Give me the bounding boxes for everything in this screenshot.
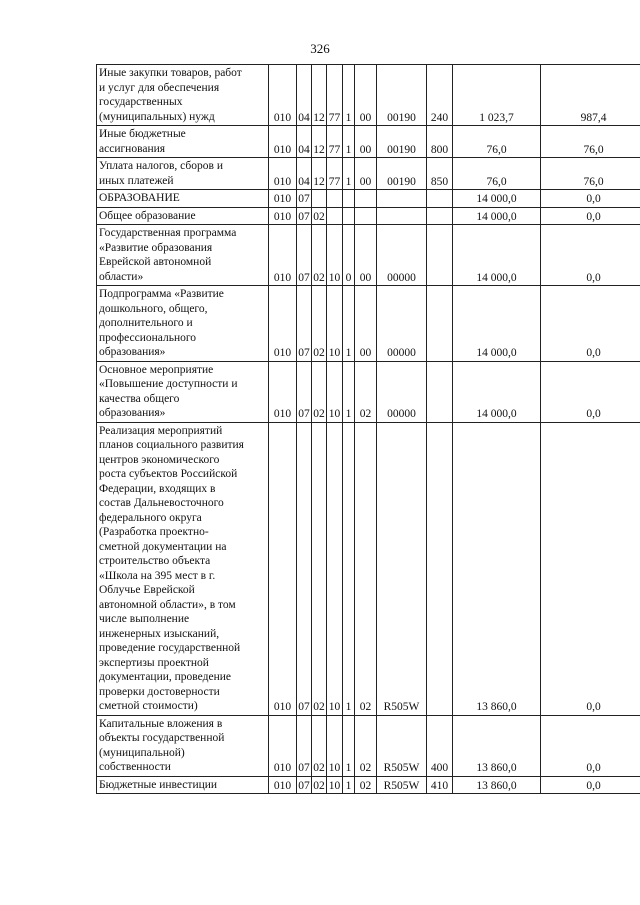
amount-year-2: 0,0 [541, 776, 640, 794]
subprogram-code: 1 [343, 65, 355, 126]
direction-code: 00190 [377, 65, 427, 126]
direction-code [377, 190, 427, 208]
amount-year-1: 14 000,0 [453, 286, 541, 362]
activity-code: 00 [355, 225, 377, 286]
row-name: Подпрограмма «Развитие дошкольного, общего, дополнительного и профессионального образования» [99, 288, 224, 358]
row-name: Капитальные вложения в объекты государственной (муниципальной) собственности [99, 717, 225, 773]
direction-code: 00190 [377, 126, 427, 158]
row-name-cell [97, 65, 269, 126]
subsection-code [312, 190, 327, 208]
ministry-code: 010 [269, 225, 297, 286]
ministry-code: 010 [269, 776, 297, 794]
activity-code: 02 [355, 422, 377, 715]
row-name-cell [97, 422, 269, 715]
program-code: 10 [327, 422, 343, 715]
program-code: 10 [327, 715, 343, 776]
subprogram-code: 1 [343, 361, 355, 422]
row-name-cell [97, 126, 269, 158]
activity-code: 00 [355, 126, 377, 158]
row-name: Иные бюджетные ассигнования [99, 128, 186, 155]
program-code: 10 [327, 286, 343, 362]
row-name-cell [97, 286, 269, 362]
expense-type-code [427, 190, 453, 208]
section-code: 07 [297, 190, 312, 208]
activity-code: 00 [355, 158, 377, 190]
amount-year-2: 0,0 [541, 422, 640, 715]
program-code [327, 207, 343, 225]
ministry-code: 010 [269, 65, 297, 126]
program-code: 10 [327, 361, 343, 422]
program-code: 10 [327, 776, 343, 794]
amount-year-1: 76,0 [453, 158, 541, 190]
direction-code: 00000 [377, 225, 427, 286]
row-name-cell [97, 207, 269, 225]
program-code [327, 190, 343, 208]
section-code: 07 [297, 715, 312, 776]
budget-table-body [97, 65, 640, 794]
row-name-cell [97, 225, 269, 286]
amount-year-1: 13 860,0 [453, 776, 541, 794]
subprogram-code: 1 [343, 422, 355, 715]
ministry-code: 010 [269, 715, 297, 776]
activity-code: 02 [355, 776, 377, 794]
expense-type-code: 800 [427, 126, 453, 158]
expense-type-code: 850 [427, 158, 453, 190]
subprogram-code: 1 [343, 776, 355, 794]
expense-type-code [427, 286, 453, 362]
program-code: 77 [327, 126, 343, 158]
row-name-cell [97, 715, 269, 776]
activity-code [355, 190, 377, 208]
expense-type-code: 410 [427, 776, 453, 794]
activity-code [355, 207, 377, 225]
row-name: Общее образование [99, 209, 196, 222]
direction-code: R505W [377, 422, 427, 715]
subsection-code: 12 [312, 158, 327, 190]
section-code: 04 [297, 126, 312, 158]
table-row [97, 190, 640, 208]
amount-year-2: 0,0 [541, 225, 640, 286]
subsection-code: 02 [312, 361, 327, 422]
row-name-cell [97, 776, 269, 794]
row-name: ОБРАЗОВАНИЕ [99, 192, 180, 204]
ministry-code: 010 [269, 422, 297, 715]
ministry-code: 010 [269, 190, 297, 208]
table-row [97, 361, 640, 422]
subsection-code: 02 [312, 715, 327, 776]
row-name: Иные закупки товаров, работ и услуг для обеспечения государственных (муниципальных) нужд [99, 67, 242, 123]
section-code: 07 [297, 225, 312, 286]
subsection-code: 12 [312, 65, 327, 126]
section-code: 04 [297, 65, 312, 126]
table-row [97, 422, 640, 715]
activity-code: 02 [355, 715, 377, 776]
subprogram-code: 0 [343, 225, 355, 286]
activity-code: 00 [355, 286, 377, 362]
budget-table [96, 64, 640, 794]
amount-year-1: 13 860,0 [453, 715, 541, 776]
amount-year-1: 14 000,0 [453, 190, 541, 208]
page-number: 326 [310, 41, 330, 56]
amount-year-1: 1 023,7 [453, 65, 541, 126]
table-row [97, 715, 640, 776]
ministry-code: 010 [269, 207, 297, 225]
amount-year-2: 0,0 [541, 190, 640, 208]
subprogram-code: 1 [343, 158, 355, 190]
amount-year-1: 14 000,0 [453, 225, 541, 286]
subsection-code: 12 [312, 126, 327, 158]
direction-code: 00000 [377, 286, 427, 362]
ministry-code: 010 [269, 158, 297, 190]
expense-type-code [427, 422, 453, 715]
row-name: Бюджетные инвестиции [99, 778, 218, 791]
program-code: 77 [327, 65, 343, 126]
section-code: 04 [297, 158, 312, 190]
amount-year-2: 76,0 [541, 126, 640, 158]
expense-type-code [427, 361, 453, 422]
table-row [97, 286, 640, 362]
amount-year-2: 0,0 [541, 715, 640, 776]
subprogram-code: 1 [343, 126, 355, 158]
row-name-cell [97, 361, 269, 422]
table-row [97, 158, 640, 190]
subprogram-code [343, 207, 355, 225]
row-name-cell [97, 158, 269, 190]
activity-code: 00 [355, 65, 377, 126]
section-code: 07 [297, 422, 312, 715]
subsection-code: 02 [312, 286, 327, 362]
amount-year-1: 76,0 [453, 126, 541, 158]
row-name: Основное мероприятие «Повышение доступности и качества общего образования» [99, 363, 238, 419]
subsection-code: 02 [312, 207, 327, 225]
section-code: 07 [297, 286, 312, 362]
expense-type-code [427, 207, 453, 225]
table-row [97, 776, 640, 794]
amount-year-2: 0,0 [541, 207, 640, 225]
amount-year-2: 987,4 [541, 65, 640, 126]
direction-code: R505W [377, 776, 427, 794]
amount-year-1: 13 860,0 [453, 422, 541, 715]
amount-year-2: 76,0 [541, 158, 640, 190]
table-row [97, 126, 640, 158]
row-name: Уплата налогов, сборов и иных платежей [99, 160, 223, 187]
ministry-code: 010 [269, 286, 297, 362]
expense-type-code [427, 225, 453, 286]
subprogram-code: 1 [343, 715, 355, 776]
ministry-code: 010 [269, 361, 297, 422]
table-row [97, 225, 640, 286]
amount-year-2: 0,0 [541, 286, 640, 362]
activity-code: 02 [355, 361, 377, 422]
section-code: 07 [297, 776, 312, 794]
direction-code: R505W [377, 715, 427, 776]
subprogram-code: 1 [343, 286, 355, 362]
amount-year-2: 0,0 [541, 361, 640, 422]
expense-type-code: 400 [427, 715, 453, 776]
program-code: 10 [327, 225, 343, 286]
section-code: 07 [297, 361, 312, 422]
amount-year-1: 14 000,0 [453, 361, 541, 422]
row-name: Реализация мероприятий планов социального развития центров экономического роста субъектов Российской Федерации, входящих в состав Дальневосточного федерального округа (Разработка проектно- сметной документации на строительство объекта «Школа на 395 мест в г. Облучье Еврейской автономной области», в том числе выполнение инженерных изысканий, проведение государственной экспертизы проектной документации, проведение проверки достоверности сметной стоимости) [99, 424, 244, 712]
direction-code [377, 207, 427, 225]
row-name: Государственная программа «Развитие образования Еврейской автономной области» [99, 227, 237, 283]
table-row [97, 65, 640, 126]
ministry-code: 010 [269, 126, 297, 158]
direction-code: 00000 [377, 361, 427, 422]
table-row [97, 207, 640, 225]
subsection-code: 02 [312, 422, 327, 715]
amount-year-1: 14 000,0 [453, 207, 541, 225]
expense-type-code: 240 [427, 65, 453, 126]
subprogram-code [343, 190, 355, 208]
subsection-code: 02 [312, 776, 327, 794]
program-code: 77 [327, 158, 343, 190]
row-name-cell [97, 190, 269, 208]
subsection-code: 02 [312, 225, 327, 286]
section-code: 07 [297, 207, 312, 225]
direction-code: 00190 [377, 158, 427, 190]
